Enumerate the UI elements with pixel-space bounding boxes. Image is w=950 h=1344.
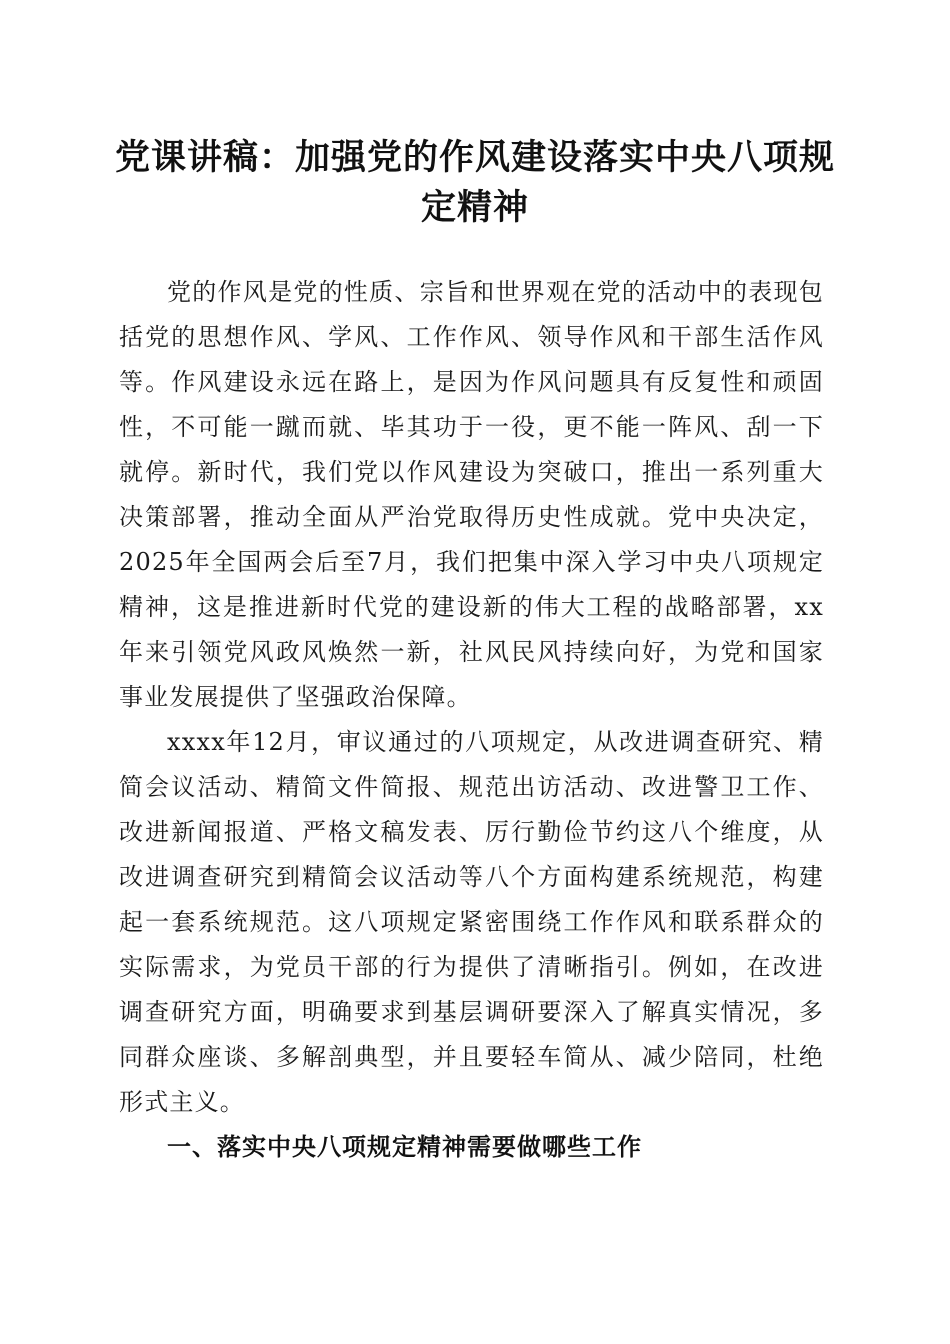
paragraph-1: 党的作风是党的性质、宗旨和世界观在党的活动中的表现包括党的思想作风、学风、工作作风、领导作风和干部生活作风等。作风建设永远在路上，是因为作风问题具有反复性和顽固性，不可能一蹴而就、毕其功于一役，更不能一阵风、刮一下就停。新时代，我们党以作风建设为突破口，推出一系列重大决策部署，推动全面从严治党取得历史性成就。党中央决定，2025年全国两会后至7月，我们把集中深入学习中央八项规定精神，这是推进新时代党的建设新的伟大工程的战略部署，xx年来引领党风政风焕然一新，社风民风持续向好，为党和国家事业发展提供了坚强政治保障。 xyxy=(119,278,824,711)
title-line-1: 党课讲稿：加强党的作风建设落实中央八项规 xyxy=(114,137,835,178)
paragraph-2: xxxx年12月，审议通过的八项规定，从改进调查研究、精简会议活动、精简文件简报、规范出访活动、改进警卫工作、改进新闻报道、严格文稿发表、厉行勤俭节约这八个维度，从改进调查研究到精简会议活动等八个方面构建系统规范，构建起一套系统规范。这八项规定紧密围绕工作作风和联系群众的实际需求，为党员干部的行为提供了清晰指引。例如，在改进调查研究方面，明确要求到基层调研要深入了解真实情况，多同群众座谈、多解剖典型，并且要轻车简从、减少陪同，杜绝形式主义。 xyxy=(119,728,824,1116)
title-line-2: 定精神 xyxy=(420,187,529,228)
document-body xyxy=(119,270,824,1170)
section-heading-1: 一、落实中央八项规定精神需要做哪些工作 xyxy=(167,1133,642,1161)
document-title xyxy=(110,133,840,233)
